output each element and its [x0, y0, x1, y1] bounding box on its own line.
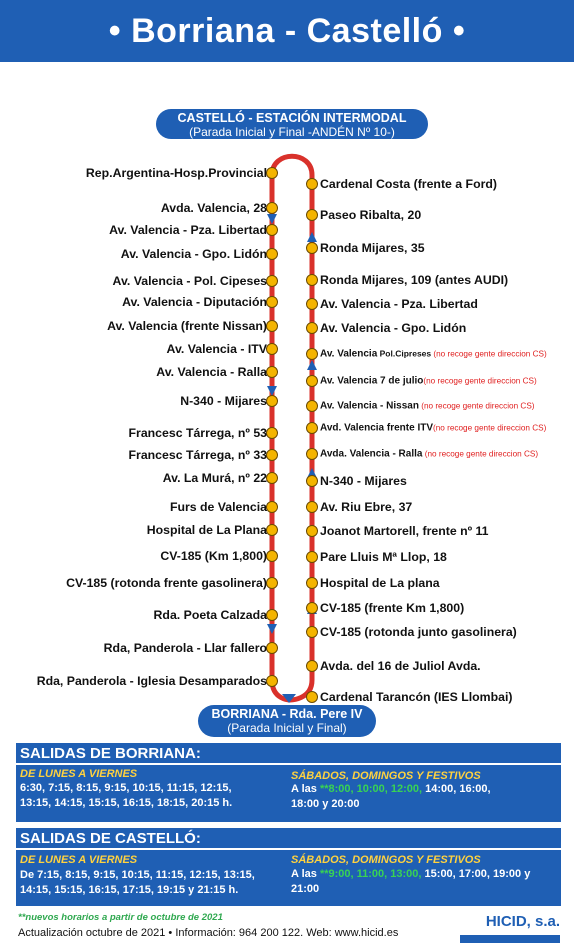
stop-marker: [267, 551, 278, 562]
stop-name: Av. Valencia - Gpo. Lidón: [320, 321, 467, 335]
stop-marker: [267, 344, 278, 355]
borriana-weekend-label: SÁBADOS, DOMINGOS Y FESTIVOS: [291, 770, 481, 782]
stop-label: Av. Valencia - Pol. Cipeses: [112, 274, 267, 288]
stop-name-suffix: Pol.Cipreses: [377, 348, 432, 359]
stop-label: Rda, Panderola - Iglesia Desamparados: [36, 674, 267, 688]
stop-label: Rep.Argentina-Hosp.Provincial: [85, 166, 267, 180]
borriana-weekday-label: DE LUNES A VIERNES: [20, 768, 138, 780]
top-terminal-name: CASTELLÓ - ESTACIÓN INTERMODAL: [177, 111, 407, 125]
borriana-weekday-times: [20, 781, 232, 810]
stop-note: (no recoge gente direccion CS): [433, 423, 547, 433]
stop-name: Ronda Mijares, 35: [320, 241, 425, 255]
stop-marker: [307, 323, 318, 334]
castello-weekend-times-rest: 15:00, 17:00, 19:00 y: [421, 868, 531, 880]
top-terminal-detail: (Parada Inicial y Final -ANDÉN Nº 10-): [189, 125, 395, 139]
top-terminal-pill: [156, 109, 428, 139]
bottom-terminal-pill: [198, 705, 376, 737]
stop-marker: [267, 525, 278, 536]
stop-marker: [267, 168, 278, 179]
stop-marker: [307, 627, 318, 638]
stop-marker: [267, 367, 278, 378]
stop-marker: [307, 210, 318, 221]
stop-marker: [307, 661, 318, 672]
stop-label: Francesc Tárrega, nº 33: [128, 448, 267, 462]
down-arrow-icon: [267, 386, 277, 396]
stop-note: (no recoge gente direccion CS): [422, 449, 539, 459]
stop-label: Av. Valencia - Diputación: [122, 295, 267, 309]
stop-label: Francesc Tárrega, nº 53: [128, 426, 267, 440]
stop-name: Av. Valencia 7 de julio: [320, 375, 424, 387]
borriana-weekend-times: [291, 782, 491, 811]
stop-marker: [307, 476, 318, 487]
stop-marker: [267, 396, 278, 407]
stop-name: Cardenal Tarancón (IES Llombai): [320, 690, 513, 704]
stop-name: CV-185 (rotonda junto gasolinera): [320, 625, 517, 639]
stop-name: Hospital de La plana: [320, 576, 440, 590]
stop-label: Av. La Murá, nº 22: [162, 471, 267, 485]
stop-marker: [267, 450, 278, 461]
stop-marker: [307, 692, 318, 703]
stop-label: Av. Valencia (frente Nissan): [107, 319, 267, 333]
stop-marker: [267, 428, 278, 439]
borriana-schedule-box: [16, 765, 561, 822]
stop-marker: [307, 578, 318, 589]
stop-name: Av. Valencia - Pza. Libertad: [320, 297, 478, 311]
stop-label: CV-185 (Km 1,800): [160, 549, 267, 563]
bottom-terminal-name: BORRIANA - Rda. Pere IV: [211, 707, 363, 721]
castello-weekend-times: [291, 867, 530, 896]
stop-marker: [307, 349, 318, 360]
stop-label: Furs de Valencia: [169, 500, 267, 514]
stop-marker: [267, 473, 278, 484]
stop-name: Pare Lluis Mª Llop, 18: [320, 550, 447, 564]
stop-marker: [267, 610, 278, 621]
stop-marker: [307, 179, 318, 190]
stop-name: Av. Riu Ebre, 37: [320, 500, 413, 514]
stop-label: Av. Valencia - Gpo. Lidón: [120, 247, 267, 261]
stop-note: (no recoge gente direccion CS): [431, 349, 547, 359]
stop-marker: [307, 275, 318, 286]
stop-name: Paseo Ribalta, 20: [320, 208, 422, 222]
stop-marker: [307, 552, 318, 563]
stop-name: CV-185 (frente Km 1,800): [320, 601, 465, 615]
stop-label: Rda. Poeta Calzada: [153, 608, 267, 622]
bottom-terminal-detail: (Parada Inicial y Final): [227, 721, 347, 735]
borriana-weekday-times-line2: 13:15, 14:15, 15:15, 16:15, 18:15, 20:15 h.: [20, 796, 233, 809]
up-arrow-icon: [307, 360, 317, 370]
stop-marker: [267, 297, 278, 308]
castello-weekend-label: SÁBADOS, DOMINGOS Y FESTIVOS: [291, 854, 481, 866]
castello-schedule-box: [16, 850, 561, 906]
stop-name: Avd. Valencia frente ITV: [320, 422, 434, 434]
stop-name: Av. Valencia: [320, 348, 378, 360]
stop-name: Av. Valencia - Nissan: [320, 400, 419, 412]
footer-info: Actualización octubre de 2021 • Información: 964 200 122. Web: www.hicid.es: [18, 927, 399, 939]
stop-label: CV-185 (rotonda frente gasolinera): [66, 576, 267, 590]
borriana-weekday-times-line1: 6:30, 7:15, 8:15, 9:15, 10:15, 11:15, 12:15,: [20, 782, 232, 794]
stop-name: Joanot Martorell, frente nº 11: [320, 524, 489, 538]
stop-marker: [267, 502, 278, 513]
new-schedule-note: **nuevos horarios a partir de octubre de 2021: [18, 912, 223, 923]
castello-weekday-times-line1: De 7:15, 8:15, 9:15, 10:15, 11:15, 12:15, 13:15,: [20, 869, 255, 881]
stop-marker: [307, 526, 318, 537]
castello-weekend-new-times: **9:00, 11:00, 13:00,: [319, 868, 422, 880]
stop-marker: [307, 376, 318, 387]
borriana-weekend-times-line2: 18:00 y 20:00: [291, 797, 360, 810]
castello-weekend-times-line2: 21:00: [291, 882, 320, 895]
stop-marker: [307, 502, 318, 513]
route-loop-line: [272, 156, 312, 700]
stop-marker: [307, 243, 318, 254]
castello-weekend-prefix: A las: [291, 868, 320, 880]
stop-marker: [267, 249, 278, 260]
down-arrow-icon: [267, 624, 277, 634]
stop-label: Av. Valencia - ITV: [166, 342, 267, 356]
castello-schedule-title: SALIDAS DE CASTELLÓ:: [16, 828, 561, 850]
stop-name: Avda. Valencia - Ralla: [320, 448, 423, 460]
stop-name: Avda. del 16 de Juliol Avda.: [320, 659, 481, 673]
stop-marker: [267, 643, 278, 654]
castello-weekday-label: DE LUNES A VIERNES: [20, 854, 138, 866]
down-arrow-icon: [267, 214, 277, 224]
stop-marker: [307, 299, 318, 310]
stop-label: Hospital de La Plana: [146, 523, 267, 537]
borriana-weekend-new-times: **8:00, 10:00, 12:00,: [319, 783, 423, 795]
stop-marker: [307, 449, 318, 460]
up-arrow-icon: [307, 232, 317, 242]
route-title: • Borriana - Castelló •: [108, 11, 466, 50]
stop-marker: [307, 401, 318, 412]
stop-marker: [267, 203, 278, 214]
stop-name: N-340 - Mijares: [320, 474, 407, 488]
borriana-weekend-times-rest: 14:00, 16:00,: [422, 783, 491, 795]
borriana-weekend-prefix: A las: [291, 783, 320, 795]
stop-name: Ronda Mijares, 109 (antes AUDI): [320, 273, 509, 287]
stop-marker: [267, 321, 278, 332]
stop-marker: [267, 676, 278, 687]
stop-label: Av. Valencia - Ralla: [156, 365, 267, 379]
stop-label: N-340 - Mijares: [180, 394, 267, 408]
brand-underline: [460, 935, 560, 943]
stop-marker: [267, 276, 278, 287]
stop-label: Av. Valencia - Pza. Libertad: [109, 223, 267, 237]
castello-weekday-times-line2: 14:15, 15:15, 16:15, 17:15, 19:15 y 21:15 h.: [20, 883, 239, 896]
castello-weekday-times: [20, 868, 255, 897]
brand-logo: HICID, s.a.: [485, 913, 560, 930]
stop-marker: [267, 225, 278, 236]
stop-label: Rda, Panderola - Llar fallero: [103, 641, 267, 655]
stop-marker: [307, 603, 318, 614]
borriana-schedule-title: SALIDAS DE BORRIANA:: [16, 743, 561, 765]
stop-marker: [307, 423, 318, 434]
stop-label: Avda. Valencia, 28: [160, 201, 267, 215]
stop-note: (no recoge gente direccion CS): [423, 376, 537, 386]
stop-note: (no recoge gente direccion CS): [418, 401, 535, 411]
stop-marker: [267, 578, 278, 589]
stop-name: Cardenal Costa (frente a Ford): [320, 177, 497, 191]
